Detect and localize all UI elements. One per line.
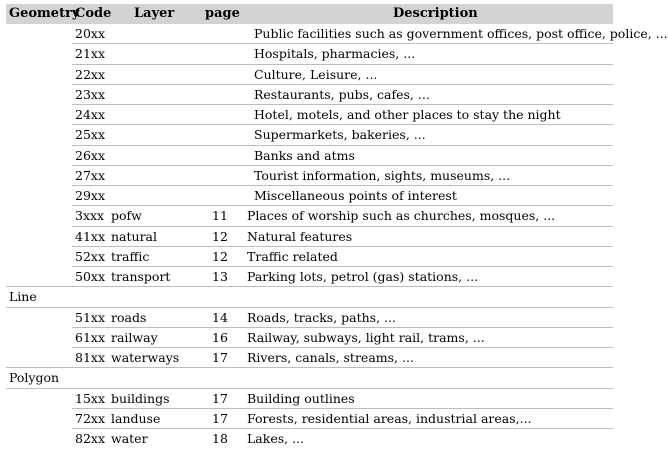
code-cell: 41xx	[75, 228, 106, 244]
description-cell: Restaurants, pubs, cafes, ...	[254, 86, 430, 102]
layer-cell: landuse	[111, 410, 161, 426]
code-cell: 50xx	[75, 269, 106, 284]
description-cell: Places of worship such as churches, mosques, ...	[247, 208, 556, 224]
geometry-cell: Polygon	[9, 370, 60, 386]
code-cell: 27xx	[75, 167, 106, 183]
page-cell: 18	[212, 431, 228, 446]
table-row	[6, 65, 613, 85]
code-cell: 20xx	[75, 26, 106, 41]
page-cell: 11	[212, 208, 228, 224]
code-cell: 52xx	[75, 248, 106, 264]
description-cell: Miscellaneous points of interest	[254, 188, 457, 203]
layer-cell: natural	[111, 228, 158, 244]
header-page: page	[205, 6, 240, 21]
code-cell: 15xx	[75, 390, 106, 406]
table-row	[6, 85, 613, 105]
table-row	[6, 429, 613, 449]
code-cell: 81xx	[75, 350, 106, 365]
description-cell: Hospitals, pharmacies, ...	[254, 46, 416, 62]
description-cell: Public facilities such as government offices, post office, police, ...	[254, 26, 668, 41]
description-cell: Hotel, motels, and other places to stay the night	[254, 107, 561, 122]
description-cell: Railway, subways, light rail, trams, ...	[247, 329, 485, 345]
layer-cell: water	[111, 431, 148, 446]
layer-cell: pofw	[111, 208, 142, 224]
table-body	[6, 24, 668, 449]
page-cell: 14	[212, 309, 228, 325]
table-row	[6, 328, 613, 348]
code-cell: 21xx	[75, 46, 106, 62]
header-geometry: Geometry	[9, 6, 80, 21]
table-row	[6, 267, 613, 287]
geometry-cell: Line	[9, 289, 37, 305]
code-cell: 24xx	[75, 107, 106, 122]
description-cell: Banks and atms	[254, 147, 355, 163]
code-cell: 23xx	[75, 86, 106, 102]
page-cell: 12	[212, 248, 228, 264]
header-layer: Layer	[134, 6, 175, 21]
description-cell: Forests, residential areas, industrial areas,...	[247, 410, 532, 426]
description-cell: Tourist information, sights, museums, ...	[254, 167, 511, 183]
table-row	[6, 146, 613, 166]
description-cell: Building outlines	[247, 390, 355, 406]
description-cell: Culture, Leisure, ...	[254, 66, 378, 82]
table-row	[6, 44, 613, 64]
description-cell: Roads, tracks, paths, ...	[247, 309, 396, 325]
table-row	[6, 125, 613, 145]
layer-cell: buildings	[111, 390, 170, 406]
code-cell: 3xxx	[75, 208, 105, 224]
table-row	[6, 247, 613, 267]
table-row	[6, 186, 613, 206]
description-cell: Parking lots, petrol (gas) stations, ...	[247, 269, 479, 284]
layer-cell: transport	[111, 269, 171, 284]
page-cell: 17	[212, 410, 228, 426]
page-cell: 17	[212, 390, 228, 406]
table-row	[6, 308, 613, 328]
description-cell: Natural features	[247, 228, 353, 244]
table-row	[6, 166, 613, 186]
page-cell: 17	[212, 350, 228, 365]
layer-cell: roads	[111, 309, 147, 325]
table-row	[6, 348, 613, 368]
description-cell: Traffic related	[247, 248, 338, 264]
code-cell: 22xx	[75, 66, 106, 82]
description-cell: Lakes, ...	[247, 431, 305, 446]
layer-cell: traffic	[111, 248, 150, 264]
layer-cell: waterways	[111, 350, 180, 365]
layer-table	[6, 4, 668, 449]
code-cell: 82xx	[75, 431, 106, 446]
description-cell: Rivers, canals, streams, ...	[247, 350, 414, 365]
code-cell: 29xx	[75, 188, 106, 203]
table-row	[6, 389, 613, 409]
code-cell: 61xx	[75, 329, 106, 345]
code-cell: 26xx	[75, 147, 106, 163]
table-row	[6, 24, 668, 44]
table-header	[6, 4, 613, 24]
table-row	[6, 409, 613, 429]
page-cell: 12	[212, 228, 228, 244]
page-cell: 13	[212, 269, 228, 284]
code-cell: 25xx	[75, 127, 106, 143]
table-row	[6, 227, 613, 247]
table-row	[6, 206, 613, 226]
page-cell: 16	[212, 329, 228, 345]
header-code: Code	[75, 6, 112, 21]
header-description: Description	[393, 6, 478, 21]
layer-cell: railway	[111, 329, 158, 345]
code-cell: 51xx	[75, 309, 106, 325]
code-cell: 72xx	[75, 410, 106, 426]
table-row	[6, 105, 613, 125]
description-cell: Supermarkets, bakeries, ...	[254, 127, 426, 143]
geometry-group-row	[6, 287, 613, 307]
geometry-group-row	[6, 368, 613, 388]
